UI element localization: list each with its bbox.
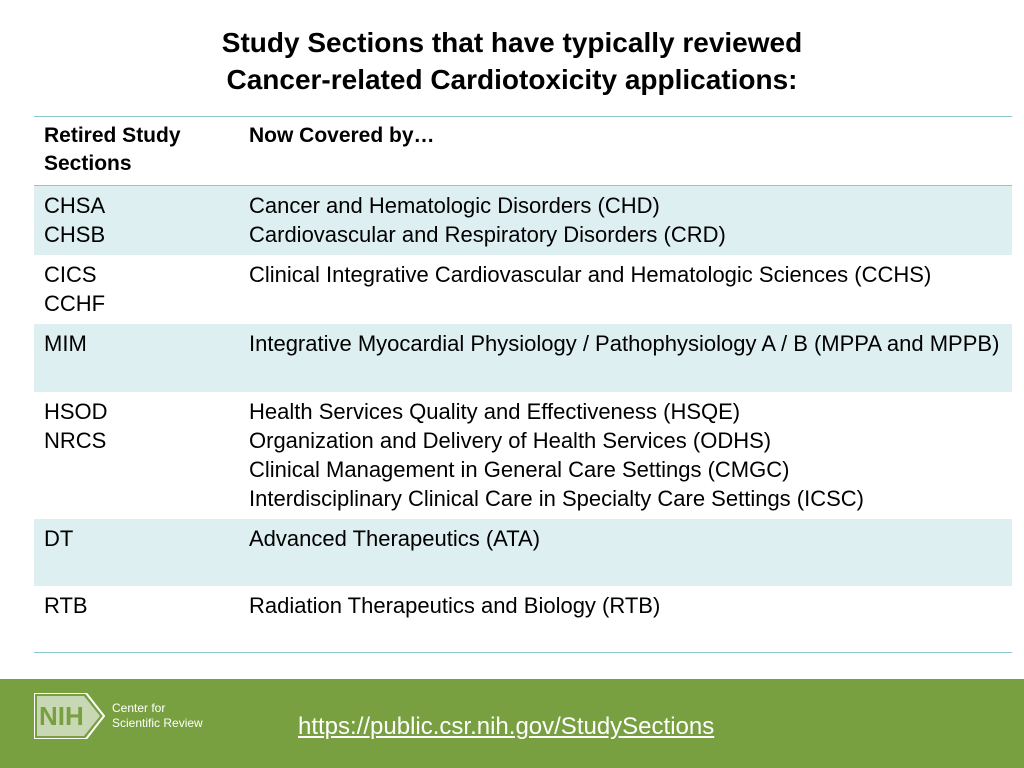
retired-code: MIM [44,330,87,356]
table-row [34,255,1012,324]
header-covered: Now Covered by… [239,117,1012,186]
retired-cell [34,186,239,255]
retired-cell [34,255,239,324]
csr-logo [34,693,203,739]
nih-logo-text: NIH [39,701,84,731]
covered-section: Advanced Therapeutics (ATA) [249,525,541,551]
table-row [34,186,1012,255]
org-name [112,701,203,731]
retired-cell [34,519,239,586]
covered-cell [239,324,1012,392]
study-sections-link[interactable]: https://public.csr.nih.gov/StudySections [298,713,715,740]
header-retired: Retired Study Sections [34,117,239,186]
retired-code: NRCS [44,427,107,453]
retired-code: CCHF [44,290,106,316]
covered-cell [239,392,1012,519]
table-header-row [34,117,1012,186]
table-row [34,324,1012,392]
covered-section: Cancer and Hematologic Disorders (CHD) [249,193,660,218]
covered-section: Integrative Myocardial Physiology / Pathophysiology A / B (MPPA and MPPB) [249,330,1000,356]
retired-cell [34,324,239,392]
covered-section: Cardiovascular and Respiratory Disorders (CRD) [249,222,726,247]
covered-cell [239,586,1012,653]
org-line-1: Center for [112,701,166,715]
retired-code: DT [44,525,74,551]
table-row [34,586,1012,653]
covered-cell [239,519,1012,586]
footer-bar [0,679,1024,768]
org-line-2: Scientific Review [112,716,203,730]
nih-logo-icon [34,693,106,739]
covered-cell [239,186,1012,255]
retired-cell [34,392,239,519]
title-line-1: Study Sections that have typically reviewed [221,27,803,58]
retired-code: RTB [44,592,88,618]
study-sections-table [34,116,1012,653]
retired-code: CICS [44,261,97,287]
table-row [34,392,1012,519]
retired-code: HSOD [44,398,108,424]
covered-section: Clinical Integrative Cardiovascular and Hematologic Sciences (CCHS) [249,261,932,287]
covered-cell [239,255,1012,324]
retired-code: CHSA [44,193,106,218]
covered-section: Health Services Quality and Effectiveness (HSQE) [249,398,741,424]
covered-section: Organization and Delivery of Health Services (ODHS) [249,427,772,453]
covered-section: Clinical Management in General Care Settings (CMGC) [249,456,790,482]
covered-section: Radiation Therapeutics and Biology (RTB) [249,592,661,618]
slide-title [0,24,1024,98]
table-row [34,519,1012,586]
retired-cell [34,586,239,653]
covered-section: Interdisciplinary Clinical Care in Specialty Care Settings (ICSC) [249,485,865,511]
retired-code: CHSB [44,222,106,247]
title-line-2: Cancer-related Cardiotoxicity applications: [226,64,798,95]
